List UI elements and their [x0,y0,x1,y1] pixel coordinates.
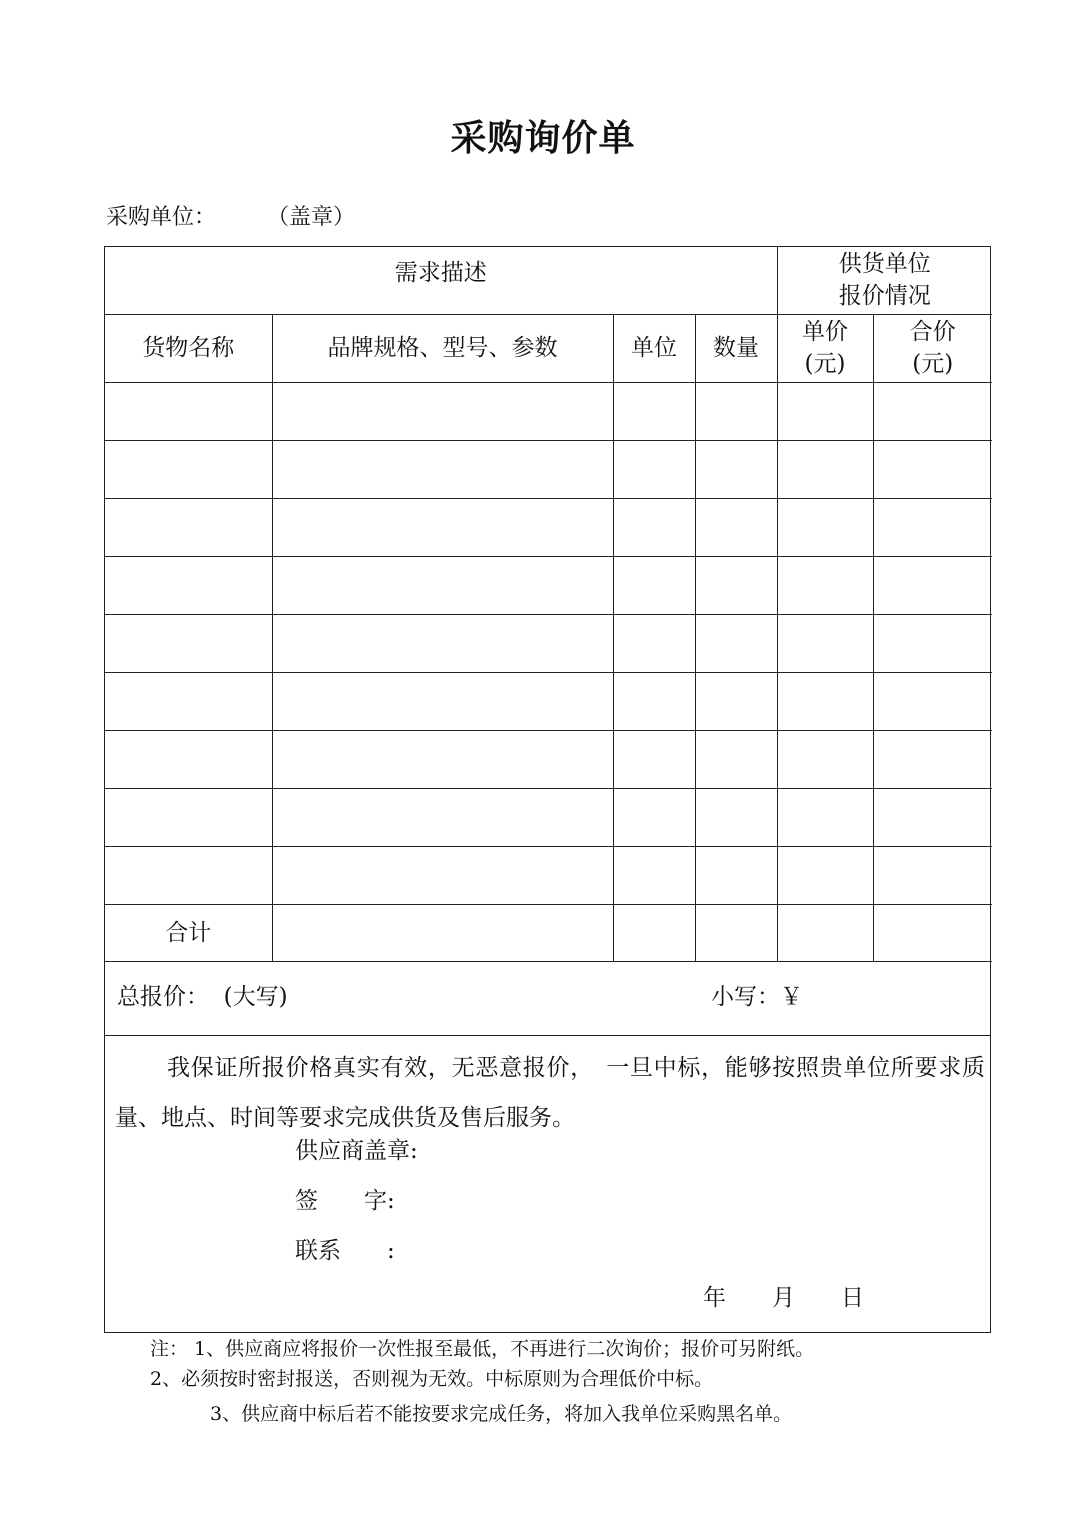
supplier-seal-label: 供应商盖章: [295,1138,418,1164]
contact-label: 联系 : [295,1238,395,1264]
table-cell [613,730,695,788]
table-cell [613,672,695,730]
table-cell [105,440,272,498]
table-row [105,382,992,440]
table-cell [613,556,695,614]
supplier-header-line2: 报价情况 [838,283,931,310]
table-cell [777,498,873,556]
seal-label: （盖章） [278,205,356,230]
table-cell [873,672,992,730]
purchaser-label: 采购单位： [106,205,217,230]
table-cell [272,614,613,672]
table-cell [777,556,873,614]
sum-cell [873,904,992,961]
table-row [105,440,992,498]
column-header-row [105,314,992,382]
table-cell [613,846,695,904]
table-cell [777,382,873,440]
table-header-group-row [105,247,992,314]
col-total-price [873,314,992,382]
table-cell [777,614,873,672]
table-cell [873,730,992,788]
table-cell [873,614,992,672]
quote-table [105,247,992,962]
note-line-1: 注： 1、供应商应将报价一次性报至最低，不再进行二次询价；报价可另附纸。 [150,1338,815,1360]
col-total-price-line2: (元) [912,351,954,377]
col-unit-price-line2: (元) [804,351,846,377]
col-goods-name: 货物名称 [105,314,272,382]
sum-cell [777,904,873,961]
table-row [105,730,992,788]
table-row [105,498,992,556]
table-cell [272,556,613,614]
supplier-header-line1: 供货单位 [838,251,931,278]
table-cell [105,672,272,730]
col-unit-price [777,314,873,382]
table-cell [695,498,777,556]
table-cell [777,440,873,498]
table-cell [695,672,777,730]
pledge-text: 我保证所报价格真实有效，无恶意报价， 一旦中标，能够按照贵单位所要求质量、地点、时间等要求完成供货及售后服务。 [115,1055,985,1131]
table-cell [272,846,613,904]
note-line-3: 3、供应商中标后若不能按要求完成任务，将加入我单位采购黑名单。 [210,1403,793,1425]
sum-label: 合计 [105,904,272,961]
table-cell [695,846,777,904]
table-cell [873,382,992,440]
table-row [105,788,992,846]
table-cell [695,382,777,440]
table-cell [105,382,272,440]
supplier-quote-header [777,247,992,314]
table-cell [105,498,272,556]
table-cell [873,440,992,498]
table-cell [613,440,695,498]
sum-row [105,904,992,961]
quote-form [104,246,991,1333]
table-cell [695,556,777,614]
table-cell [105,846,272,904]
table-cell [105,614,272,672]
table-row [105,556,992,614]
demand-header: 需求描述 [105,247,777,314]
col-quantity: 数量 [695,314,777,382]
table-cell [695,440,777,498]
table-cell [105,730,272,788]
table-cell [613,498,695,556]
total-amount-label: 总报价： (大写) [117,984,288,1010]
table-cell [873,788,992,846]
purchaser-line [106,200,355,231]
table-cell [777,672,873,730]
col-unit: 单位 [613,314,695,382]
table-cell [272,440,613,498]
total-small-label: 小写：￥ [711,984,803,1010]
table-row [105,846,992,904]
col-spec: 品牌规格、型号、参数 [272,314,613,382]
table-cell [272,788,613,846]
table-cell [272,382,613,440]
table-cell [272,672,613,730]
sum-cell [613,904,695,961]
table-row [105,614,992,672]
table-cell [272,498,613,556]
note-line-2: 2、必须按时密封报送，否则视为无效。中标原则为合理低价中标。 [150,1368,714,1390]
table-cell [695,730,777,788]
table-cell [777,846,873,904]
table-cell [695,614,777,672]
table-cell [105,788,272,846]
date-line: 年 月 日 [703,1285,864,1311]
table-cell [105,556,272,614]
table-cell [272,730,613,788]
table-cell [873,846,992,904]
table-row [105,672,992,730]
table-cell [777,730,873,788]
table-cell [613,788,695,846]
col-total-price-line1: 合价 [909,319,956,345]
sum-cell [272,904,613,961]
table-cell [873,498,992,556]
total-price-row [105,961,990,1036]
signature-label: 签 字: [295,1188,395,1214]
page-title: 采购询价单 [450,118,636,159]
table-body [105,382,992,904]
table-cell [873,556,992,614]
sum-cell [695,904,777,961]
table-cell [613,382,695,440]
table-cell [613,614,695,672]
col-unit-price-line1: 单价 [802,319,848,345]
table-cell [777,788,873,846]
table-cell [695,788,777,846]
